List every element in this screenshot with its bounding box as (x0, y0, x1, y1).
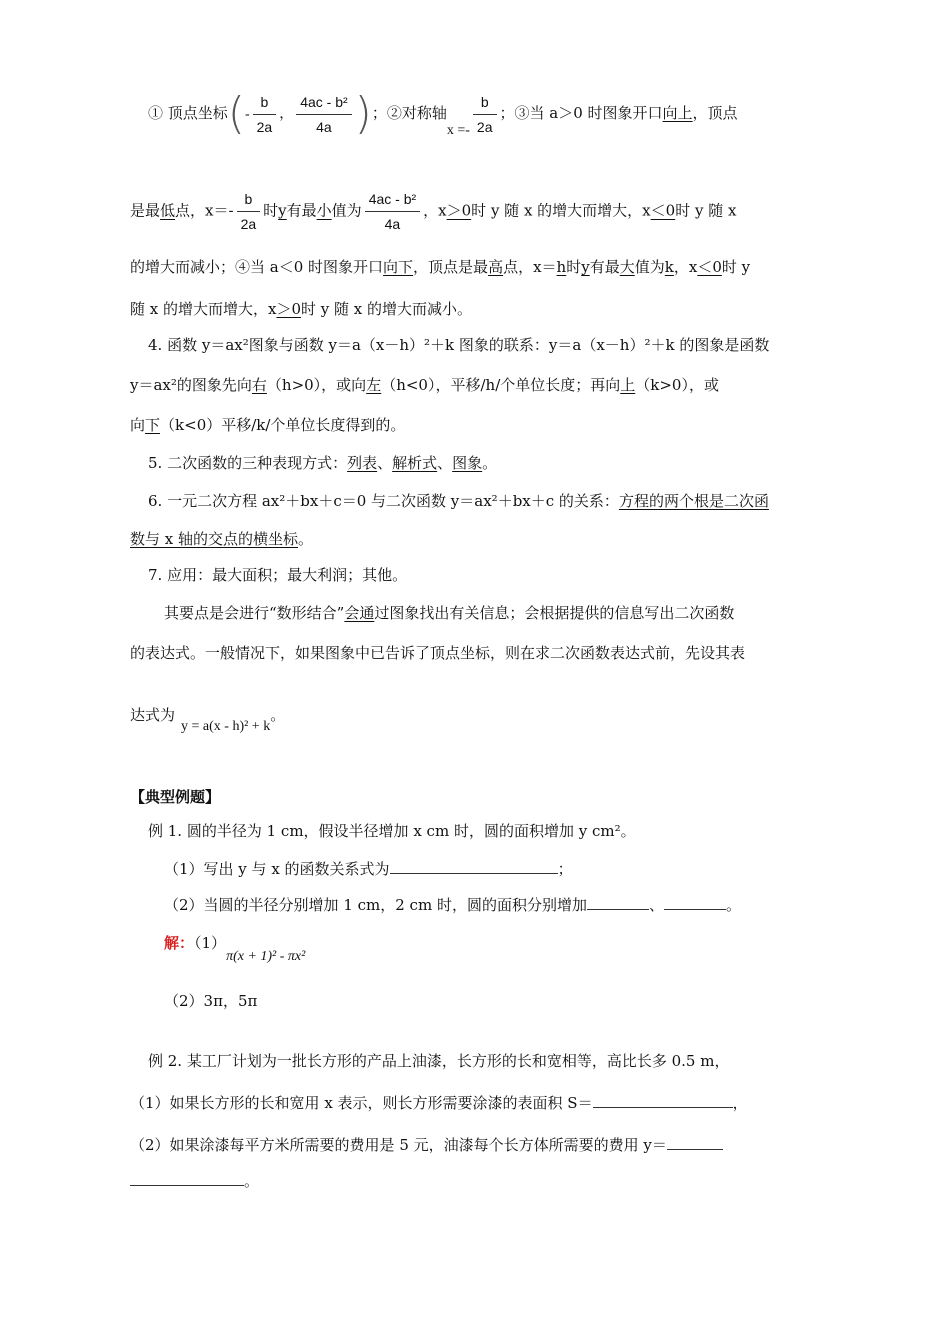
solution-formula: π(x + 1)² - πx² (226, 949, 306, 964)
example-2-q2 (130, 1134, 830, 1156)
text: ；③当 a＞0 时图象开口 (499, 104, 663, 122)
solution-label: 解： (164, 934, 195, 952)
item-7: 7. 应用：最大面积；最大利润；其他。 (148, 566, 408, 584)
text: 是最 (130, 201, 161, 220)
axis-lhs: x =- (446, 123, 470, 138)
underlined-answer: ＞0 (446, 201, 472, 220)
vertex-x-fraction (253, 93, 277, 136)
text: ① 顶点坐标 (148, 104, 228, 122)
underlined-answer: 右 (251, 376, 267, 394)
key-points-line-1 (164, 602, 864, 624)
text: （2）如果涂漆每平方米所需要的费用是 5 元，油漆每个长方体所需要的费用 y＝ (130, 1136, 667, 1154)
underlined-answer: 下 (145, 416, 161, 434)
key-points-line-3 (130, 704, 830, 738)
underlined-answer: 图象 (452, 454, 483, 472)
underlined-answer: 小 (316, 201, 332, 220)
underlined-answer: 解析式 (392, 454, 438, 472)
answer-blank (593, 1093, 733, 1108)
key-points-line-2: 的表达式。一般情况下，如果图象中已告诉了顶点坐标，则在求二次函数表达式前，先设其表 (130, 644, 746, 662)
text: 。 (298, 530, 314, 548)
answer-blank (667, 1135, 723, 1150)
underlined-answer: 大 (619, 258, 635, 276)
vertex-y-fraction (296, 93, 351, 136)
text: ， (732, 1094, 748, 1112)
text: （2）当圆的半径分别增加 1 cm，2 cm 时，圆的面积分别增加 (164, 896, 587, 914)
item-4-line-2 (130, 374, 830, 396)
text: ； (557, 860, 573, 878)
text: 、 (377, 454, 393, 472)
text: 时 (566, 258, 582, 276)
text: 、 (648, 896, 664, 914)
example-1-solution-2: （2）3π，5π (164, 992, 258, 1010)
example-1-q1 (164, 858, 864, 880)
underlined-answer: 向下 (383, 258, 414, 276)
vertex-form-formula: y = a(x - h)² + k (181, 719, 271, 734)
answer-blank (390, 859, 558, 874)
text: 值为 (634, 258, 665, 276)
left-paren: ( (227, 88, 245, 139)
text: 、 (437, 454, 453, 472)
text: ，顶点 (692, 104, 738, 122)
denominator: 2a (476, 118, 493, 135)
text: 5. 二次函数的三种表现方式： (148, 454, 348, 472)
right-paren: ) (354, 88, 372, 139)
fraction (237, 190, 261, 233)
item-6-line-2 (130, 528, 830, 550)
underlined-answer: y (581, 258, 590, 276)
text: （1） (194, 934, 227, 952)
text: 向 (130, 416, 146, 434)
text: 有最 (589, 258, 620, 276)
underlined-answer: 左 (366, 376, 382, 394)
example-2-stem: 例 2. 某工厂计划为一批长方形的产品上油漆，长方形的长和宽相等，高比长多 0.5 m， (148, 1052, 730, 1070)
text: 有最 (286, 201, 317, 220)
text: 的增大而减小；④当 a＜0 时图象开口 (130, 258, 384, 276)
text: 时 (263, 201, 279, 220)
text: ，x (673, 258, 698, 276)
summary-line-3 (130, 256, 830, 278)
numerator: 4ac - b² (365, 190, 420, 212)
underlined-answer: ＞0 (276, 300, 302, 318)
text: 点，x＝ (503, 258, 557, 276)
text: （k>0），或 (635, 376, 719, 394)
minus: - (244, 107, 250, 122)
item-5 (148, 452, 848, 474)
underlined-answer: k (664, 258, 674, 276)
text: 。 (725, 896, 741, 914)
text: 。 (244, 1172, 260, 1190)
answer-blank (130, 1171, 244, 1186)
underlined-answer: 列表 (347, 454, 378, 472)
underlined-answer: 向上 (662, 104, 693, 122)
text: ；②对称轴 (371, 104, 447, 122)
example-2-q2-cont (130, 1170, 830, 1192)
text: （1）写出 y 与 x 的函数关系式为 (164, 860, 390, 878)
underlined-answer: 方程的两个根是二次函 (618, 492, 769, 510)
text: 其要点是会进行“数形结合” (164, 604, 345, 622)
text: （h<0），平移/h/个单位长度；再向 (381, 376, 621, 394)
text: 点，x＝- (175, 201, 234, 220)
item-6-line-1 (148, 490, 848, 512)
summary-line-1 (148, 88, 848, 142)
answer-blank (587, 895, 649, 910)
text: （1）如果长方形的长和宽用 x 表示，则长方形需要涂漆的表面积 S＝ (130, 1094, 593, 1112)
underlined-answer: 数与 x 轴的交点的横坐标 (130, 530, 298, 548)
item-4-line-1: 4. 函数 y＝ax²图象与函数 y＝a（x－h）²＋k 图象的联系：y＝a（x－h）²＋k 的图象是函数 (148, 336, 770, 354)
text: 时 y (721, 258, 751, 276)
fraction (365, 190, 420, 233)
summary-line-4 (130, 298, 830, 320)
text: 值为 (331, 201, 362, 220)
denominator: 4a (384, 216, 401, 232)
underlined-answer: 高 (488, 258, 504, 276)
text: 时 y 随 x 的增大而减小。 (301, 300, 473, 318)
examples-heading: 【典型例题】 (130, 788, 221, 806)
underlined-answer: h (556, 258, 567, 276)
text: 时 y 随 x (675, 201, 737, 220)
text: （k<0）平移/k/个单位长度得到的。 (160, 416, 406, 434)
text: 过图象找出有关信息；会根据提供的信息写出二次函数 (374, 604, 735, 622)
numerator: 4ac - b² (296, 93, 351, 115)
denominator: 4a (316, 118, 332, 135)
numerator: b (253, 93, 277, 115)
answer-blank (664, 895, 726, 910)
example-1-q2 (164, 894, 864, 916)
text: ，顶点是最 (413, 258, 489, 276)
summary-line-2 (130, 190, 830, 236)
text: 随 x 的增大而增大，x (130, 300, 277, 318)
text: 达式为 (130, 706, 176, 724)
underlined-answer: ＜0 (650, 201, 676, 220)
example-2-q1 (130, 1092, 830, 1114)
item-4-line-3 (130, 414, 830, 436)
denominator: 2a (240, 216, 257, 232)
underlined-answer: 低 (160, 201, 176, 220)
numerator: b (237, 190, 261, 212)
text: 6. 一元二次方程 ax²＋bx＋c＝0 与二次函数 y＝ax²＋bx＋c 的关系： (148, 492, 619, 510)
text: （h>0），或向 (266, 376, 367, 394)
denominator: 2a (256, 118, 273, 135)
text: 。 (270, 706, 286, 724)
comma: ， (279, 107, 294, 122)
text: ，x (423, 201, 447, 220)
text: 时 y 随 x 的增大而增大，x (471, 201, 651, 220)
underlined-answer: 上 (620, 376, 636, 394)
underlined-answer: ＜0 (697, 258, 722, 276)
underlined-answer: y (278, 201, 287, 220)
numerator: b (473, 93, 497, 115)
text: y＝ax²的图象先向 (130, 376, 252, 394)
example-1-stem: 例 1. 圆的半径为 1 cm，假设半径增加 x cm 时，圆的面积增加 y cm²。 (148, 822, 636, 840)
text: 。 (482, 454, 498, 472)
example-1-solution-1 (164, 932, 864, 968)
axis-fraction (473, 93, 497, 136)
underlined-text: 会通 (344, 604, 375, 622)
